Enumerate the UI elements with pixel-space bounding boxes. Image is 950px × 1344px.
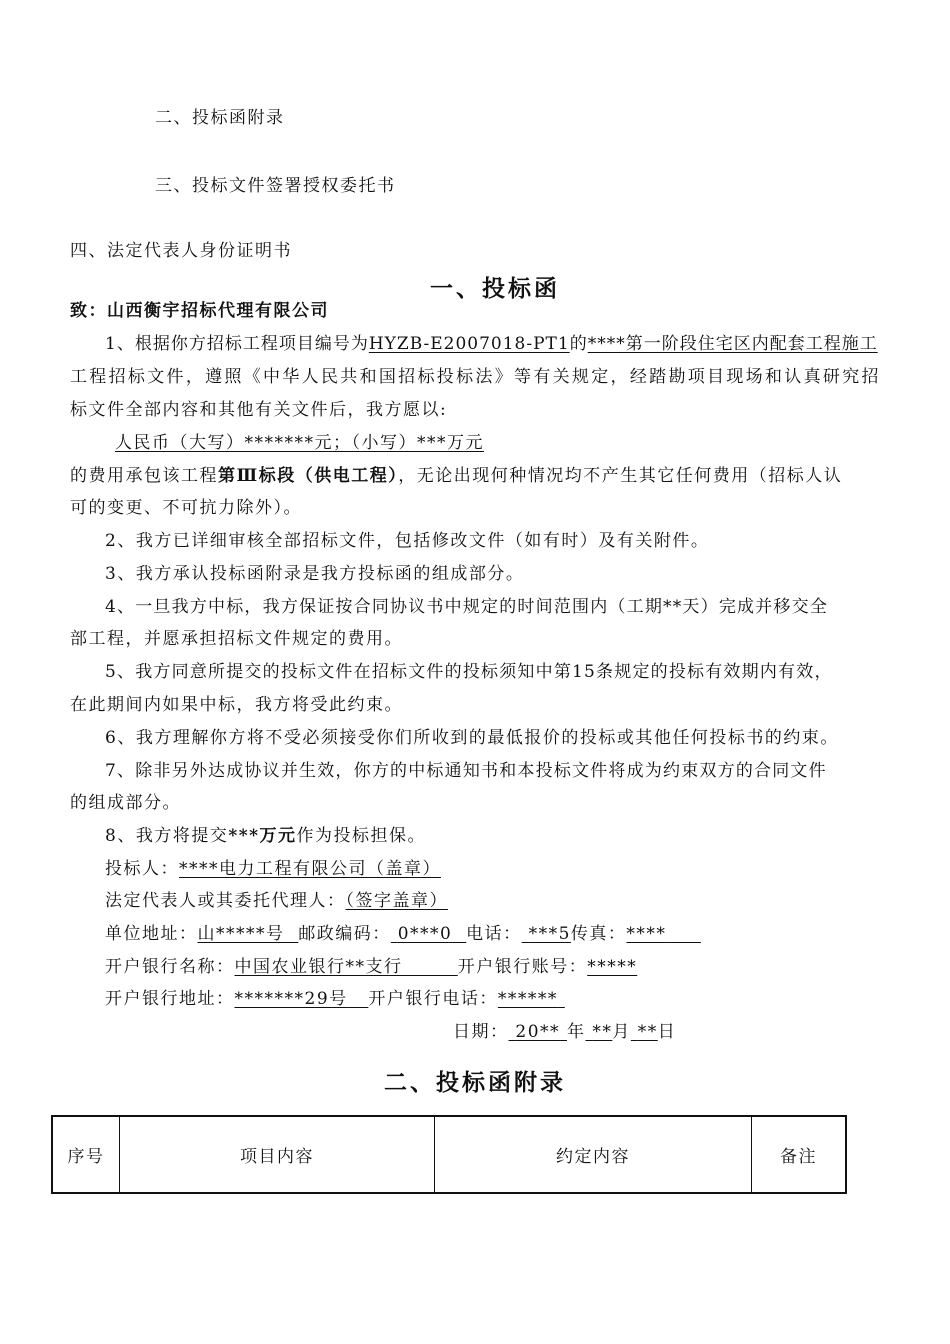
phone-value: ***5 xyxy=(528,924,571,944)
p2: 2、我方已详细审核全部招标文件，包括修改文件（如有时）及有关附件。 xyxy=(105,531,710,551)
bank-name-value: 中国农业银行**支行 xyxy=(234,957,403,977)
lot-name: 第Ⅲ标段（供电工程） xyxy=(218,466,399,486)
header-item: 项目内容 xyxy=(120,1116,435,1193)
bid-price: 人民币（大写）*******元；（小写）***万元 xyxy=(115,433,484,453)
postcode-value: 0***0 xyxy=(397,924,453,944)
representative-signature: （签字盖章） xyxy=(345,891,448,911)
date-line: 日期： 20** 年 **月 **日 xyxy=(453,1022,677,1042)
fax-value: **** xyxy=(626,924,667,944)
p1-line6: 可的变更、不可抗力除外）。 xyxy=(70,498,302,518)
p4-line2: 部工程，并愿承担招标文件规定的费用。 xyxy=(70,629,403,649)
date-month: ** xyxy=(592,1022,613,1042)
p8: 8、我方将提交***万元作为投标担保。 xyxy=(105,826,426,846)
addressee-line xyxy=(70,300,329,322)
p1-line3: 标文件全部内容和其他有关文件后，我方愿以: xyxy=(70,400,448,420)
bidder-name: ****电力工程有限公司（盖章） xyxy=(179,859,441,879)
addressee: 山西衡宇招标代理有限公司 xyxy=(107,301,329,321)
bank-name-line: 开户银行名称：中国农业银行**支行 开户银行账号：***** xyxy=(105,957,638,977)
bank-address-value: *******29号 xyxy=(234,989,348,1009)
p7-line1: 7、除非另外达成协议并生效，你方的中标通知书和本投标文件将成为约束双方的合同文件 xyxy=(105,761,827,781)
bidder-line: 投标人：****电力工程有限公司（盖章） xyxy=(105,859,441,879)
p5-line2: 在此期间内如果中标，我方将受此约束。 xyxy=(70,695,403,715)
addressee-prefix: 致： xyxy=(70,301,107,321)
address-value: 山*****号 xyxy=(197,924,285,944)
project-name: ****第一阶段住宅区内配套工程施工 xyxy=(587,334,878,354)
p1-line2: 工程招标文件，遵照《中华人民共和国招标投标法》等有关规定，经踏勘项目现场和认真研究招 xyxy=(70,367,880,387)
p7-line2: 的组成部分。 xyxy=(70,793,181,813)
bank-address-line: 开户银行地址：*******29号 开户银行电话：****** xyxy=(105,989,558,1009)
address-line: 单位地址：山*****号 邮政编码： 0***0 电话： ***5传真：**** xyxy=(105,924,667,944)
p3: 3、我方承认投标函附录是我方投标函的组成部分。 xyxy=(105,564,525,584)
appendix-table xyxy=(51,1115,847,1194)
p1-line5: 的费用承包该工程第Ⅲ标段（供电工程），无论出现何种情况均不产生其它任何费用（招标人认 xyxy=(70,466,843,486)
p5-line1: 5、我方同意所提交的投标文件在招标文件的投标须知中第15条规定的投标有效期内有效， xyxy=(105,662,833,682)
toc-item-3: 三、投标文件签署授权委托书 xyxy=(155,176,396,196)
toc-item-2: 二、投标函附录 xyxy=(155,108,285,128)
p1-line1: 1、根据你方招标工程项目编号为HYZB-E2007018-PT1的****第一阶段住宅区内配套工程施工 xyxy=(105,334,878,354)
bank-account-value: ***** xyxy=(587,957,638,977)
bid-bond-amount: ***万元 xyxy=(228,826,297,846)
section2-title: 二、投标函附录 xyxy=(384,1069,566,1096)
p6: 6、我方理解你方将不受必须接受你们所收到的最低报价的投标或其他任何投标书的约束。 xyxy=(105,728,839,748)
table-header-row xyxy=(52,1116,846,1193)
section1-title: 一、投标函 xyxy=(430,275,560,302)
toc-item-4: 四、法定代表人身份证明书 xyxy=(70,241,292,261)
header-seq: 序号 xyxy=(52,1116,120,1193)
bank-phone-value: ****** xyxy=(497,989,558,1009)
header-agreement: 约定内容 xyxy=(435,1116,752,1193)
project-number: HYZB-E2007018-PT1 xyxy=(368,334,570,354)
date-year: 20** xyxy=(515,1022,561,1042)
header-remark: 备注 xyxy=(752,1116,847,1193)
p4-line1: 4、一旦我方中标，我方保证按合同协议书中规定的时间范围内（工期**天）完成并移交全 xyxy=(105,597,829,617)
representative-line: 法定代表人或其委托代理人：（签字盖章） xyxy=(105,891,448,911)
date-day: ** xyxy=(637,1022,658,1042)
